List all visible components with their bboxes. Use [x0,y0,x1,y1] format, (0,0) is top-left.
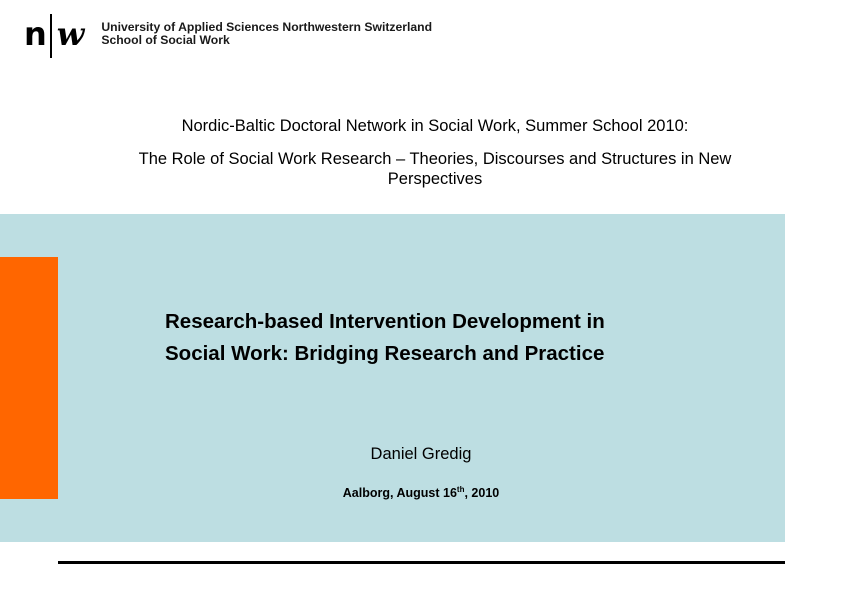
date-line [0,485,842,501]
title-line-2: Social Work: Bridging Research and Practice [165,342,605,365]
logo-school-name: School of Social Work [101,33,230,47]
date-year: , 2010 [464,486,500,500]
title-line-1: Research-based Intervention Development in [165,310,605,333]
footer-rule [58,561,785,564]
logo-mark [24,14,83,58]
author-name: Daniel Gredig [370,445,472,463]
event-title: Nordic-Baltic Doctoral Network in Social Work, Summer School 2010: [181,117,689,135]
fhnw-logo [24,14,432,58]
logo-university-name: University of Applied Sciences Northwestern Switzerland [101,20,433,34]
logo-letter-w: w [56,15,84,53]
event-subtitle: The Role of Social Work Research – Theories, Discourses and Structures in New Perspectives [138,150,732,188]
date-prefix: Aalborg, August 16 [342,486,457,500]
logo-letter-n: n [24,15,46,53]
presentation-title [165,306,725,370]
date-ordinal: th [456,484,465,494]
logo-text [101,21,432,47]
logo-divider [50,14,52,58]
